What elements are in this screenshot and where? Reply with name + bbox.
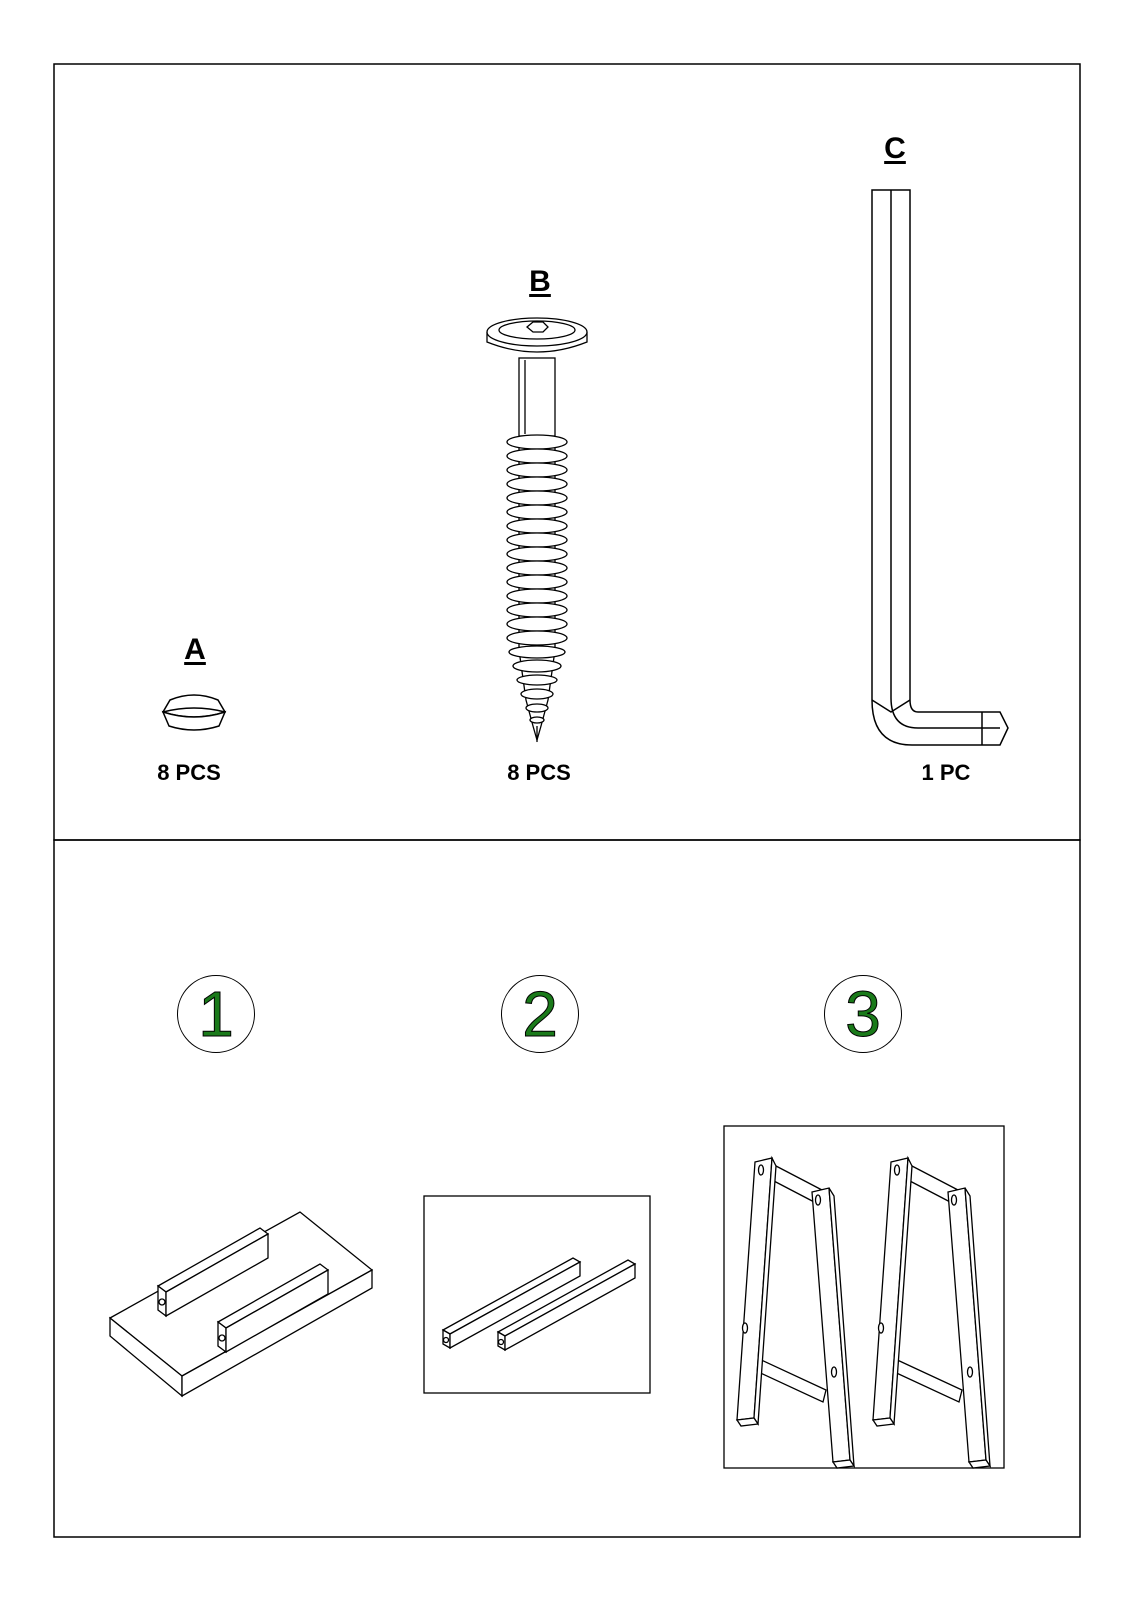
two-rails-icon — [443, 1258, 635, 1350]
hardware-b-letter: B — [529, 265, 551, 298]
hardware-a-letter: A — [184, 633, 206, 666]
board-with-rails-icon — [110, 1212, 372, 1396]
step-3-number: 3 — [824, 975, 902, 1053]
a-frame-legs-icon — [737, 1158, 990, 1468]
step-1-number: 1 — [177, 975, 255, 1053]
hardware-a-qty: 8 PCS — [157, 760, 221, 785]
allen-key-icon — [872, 190, 1008, 745]
screw-icon — [487, 318, 587, 742]
step-2-number: 2 — [501, 975, 579, 1053]
hardware-b-qty: 8 PCS — [507, 760, 571, 785]
hardware-c-qty: 1 PC — [921, 760, 971, 785]
hardware-c-letter: C — [884, 132, 906, 165]
cap-icon — [163, 695, 225, 730]
